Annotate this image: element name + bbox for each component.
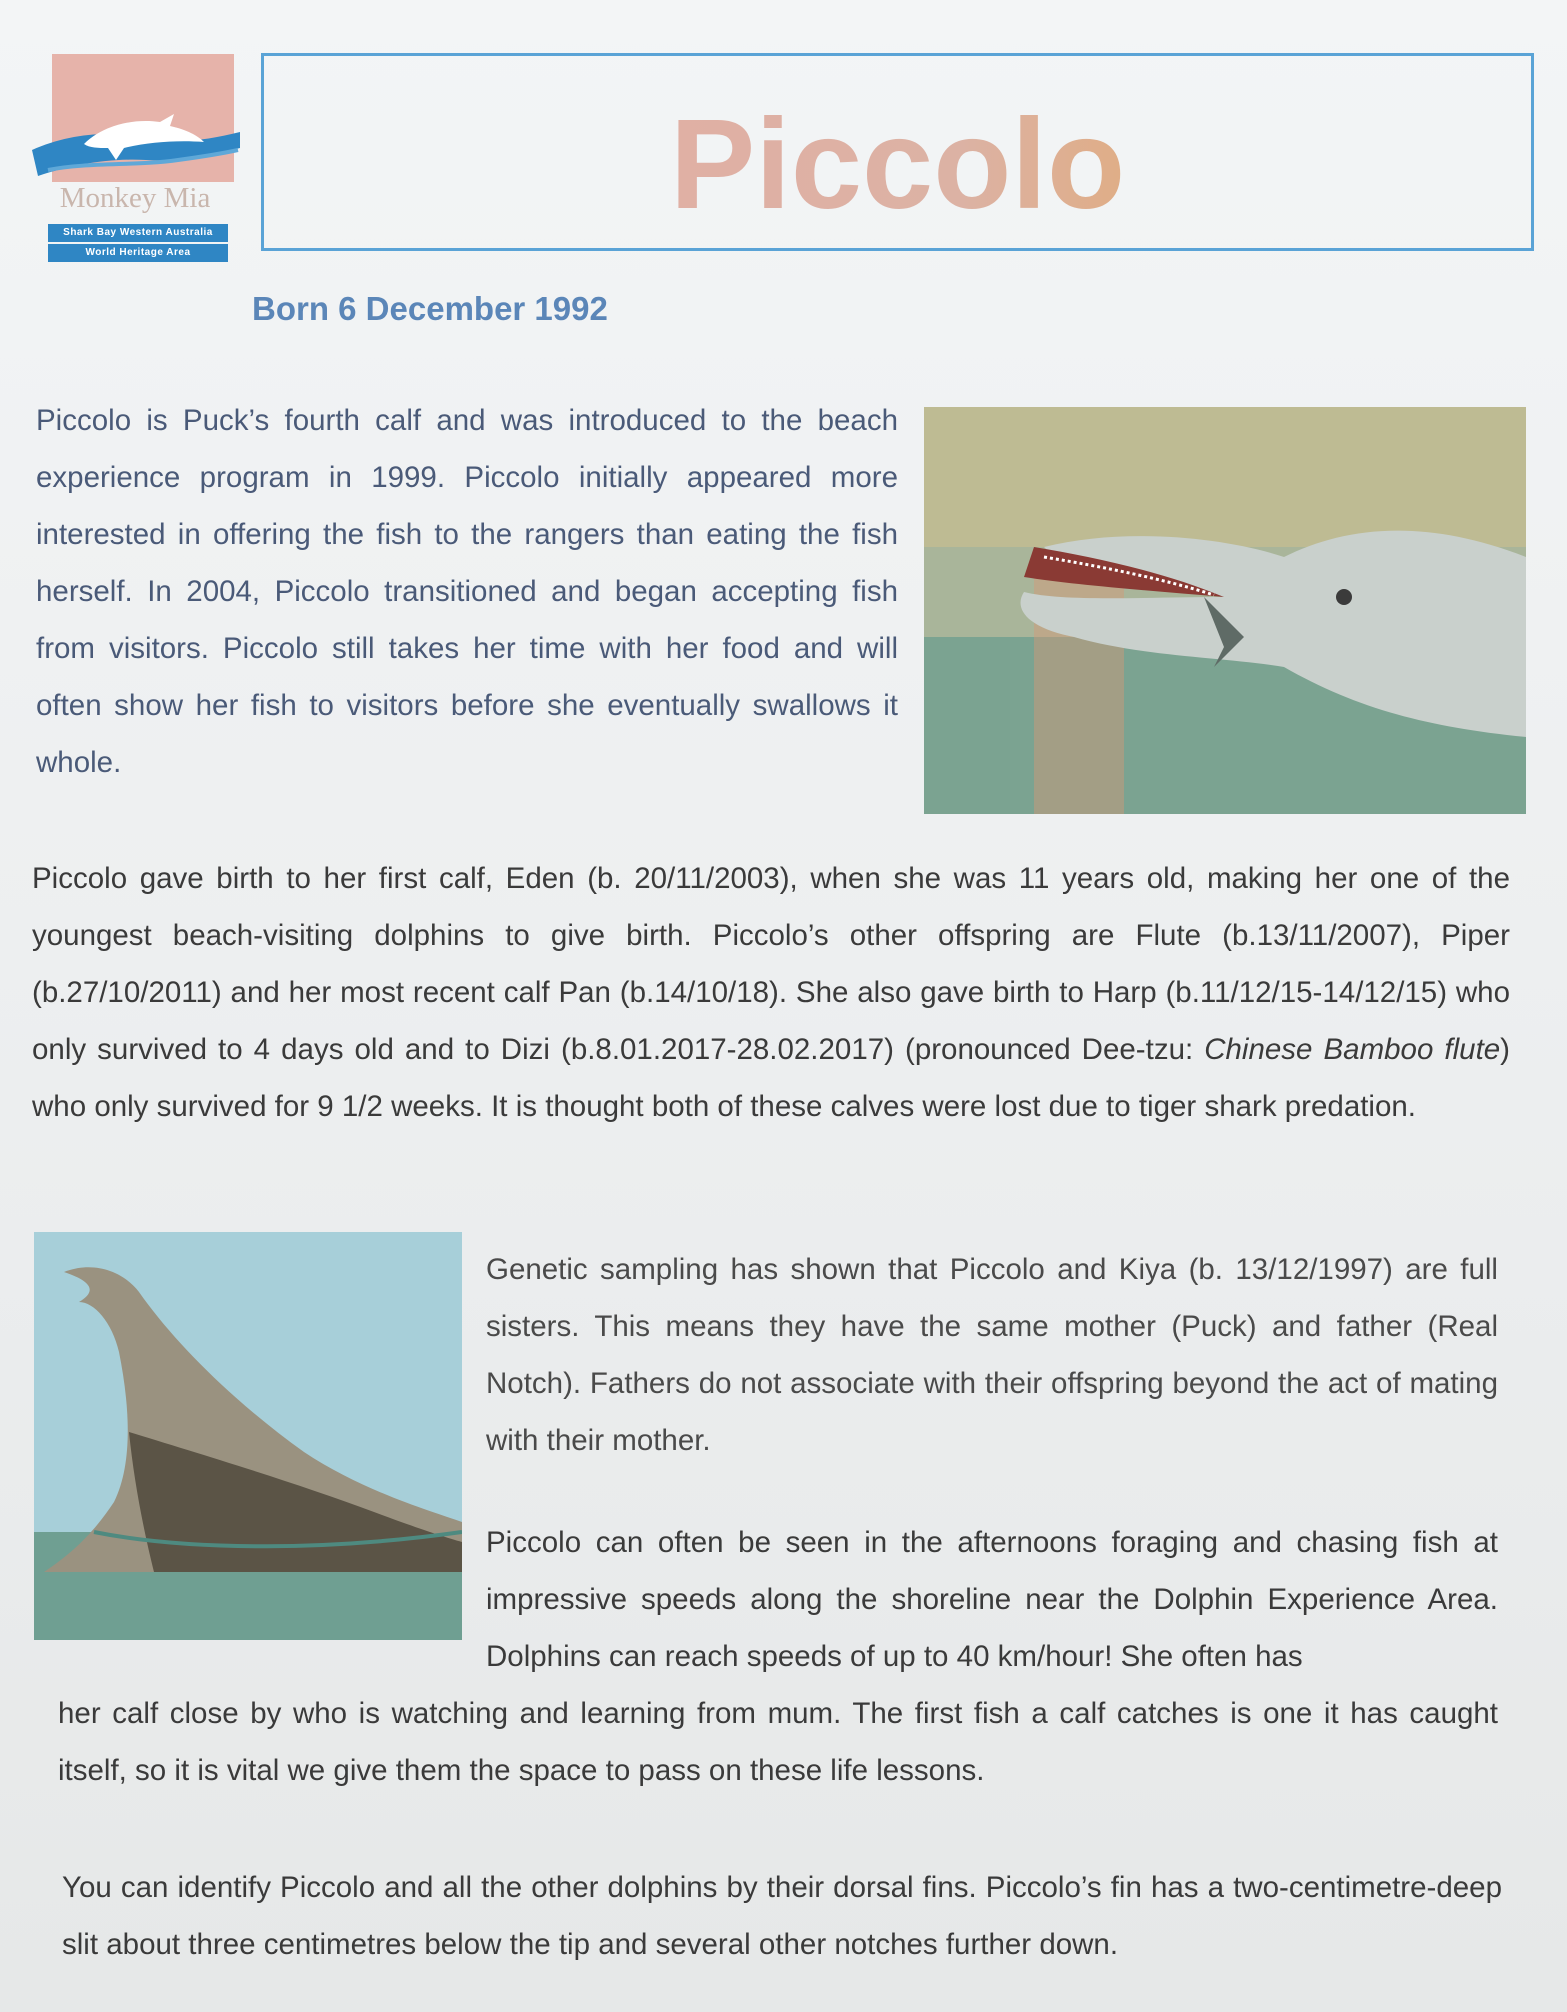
logo-tagline-2: World Heritage Area	[48, 244, 228, 262]
offspring-paragraph	[32, 850, 1510, 1135]
dolphin-head-photo	[924, 407, 1526, 814]
offspring-text-a: Piccolo gave birth to her first calf, Eden (b. 20/11/2003), when she was 11 years old, making her one of the youngest beach-visiting dolphins to give birth. Piccolo’s other offspring are Flute (b.13/11/2007), Piper (b.27/10/2011) and her most recent calf Pan (b.14/10/18). She also gave birth to Harp (b.11/12/15-14/12/15) who only survived to 4 days old and to Dizi (b.8.01.2017-28.02.2017) (pronounced Dee-tzu:	[32, 862, 1510, 1066]
intro-paragraph: Piccolo is Puck’s fourth calf and was introduced to the beach experience program in 1999. Piccolo initially appeared more interested in offering the fish to the rangers than eating the fish herself. In 2004, Piccolo transitioned and began accepting fish from visitors. Piccolo still takes her time with her food and will often show her fish to visitors before she eventually swallows it whole.	[36, 404, 898, 779]
identification-paragraph: You can identify Piccolo and all the other dolphins by their dorsal fins. Piccolo’s fin has a two-centimetre-deep slit about three centimetres below the tip and several other notches further down.	[62, 1871, 1502, 1961]
page-title: Piccolo	[264, 101, 1531, 229]
dorsal-fin-image	[34, 1232, 462, 1640]
offspring-text-b: ) who only survived for 9 1/2 weeks. It is thought both of these calves were lost due to tiger shark predation.	[32, 1033, 1510, 1123]
monkey-mia-logo	[28, 54, 242, 264]
foraging-paragraph: Piccolo can often be seen in the afternoons foraging and chasing fish at impressive speeds along the shoreline near the Dolphin Experience Area. Dolphins can reach speeds of up to 40 km/hour! She often has	[486, 1526, 1498, 1673]
birth-date-heading: Born 6 December 1992	[252, 290, 608, 327]
dorsal-fin-photo	[34, 1232, 462, 1640]
genetics-paragraph: Genetic sampling has shown that Piccolo and Kiya (b. 13/12/1997) are full sisters. This means they have the same mother (Puck) and father (Real Notch). Fathers do not associate with their offspring beyond the act of mating with their mother.	[486, 1253, 1498, 1457]
foraging-paragraph-continued: her calf close by who is watching and learning from mum. The first fish a calf catches is one it has caught itself, so it is vital we give them the space to pass on these life lessons.	[58, 1697, 1498, 1787]
dolphin-wave-icon	[28, 104, 242, 194]
title-frame	[261, 53, 1534, 251]
dolphin-head-image	[924, 407, 1526, 814]
logo-name: Monkey Mia	[59, 182, 211, 214]
logo-tagline-1: Shark Bay Western Australia	[48, 224, 228, 242]
offspring-text-italic: Chinese Bamboo flute	[1204, 1033, 1501, 1066]
